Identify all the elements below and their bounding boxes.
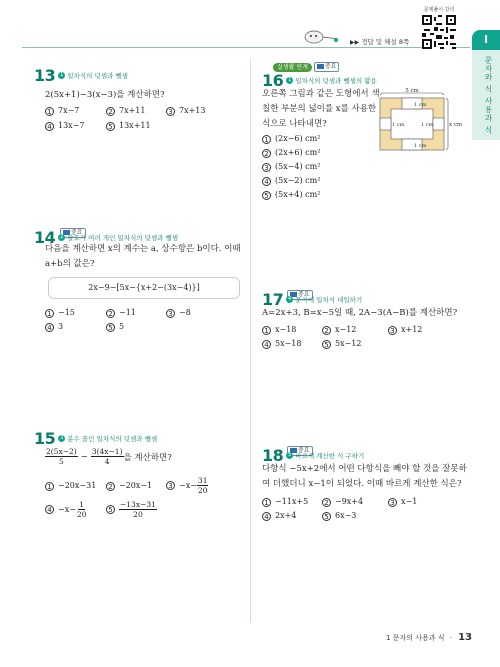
column-divider	[250, 58, 251, 623]
option-5[interactable]: 5 $\frac{-13x-31}{20}$	[106, 500, 157, 519]
option-5[interactable]: 5 5	[106, 322, 124, 332]
option-3[interactable]: 3 x−1	[388, 497, 417, 507]
problem-number: 17	[262, 290, 284, 309]
option-4[interactable]: 4 2x+4	[262, 511, 296, 521]
label-one-top: 1 cm	[414, 102, 427, 108]
label-one-left: 1 cm	[392, 122, 405, 128]
problem-18-question-line2: 여 더했더니 x−1이 되었다. 이때 바르게 계산한 식은?	[262, 479, 462, 489]
option-2[interactable]: 2 (2x+6) cm²	[262, 148, 320, 158]
problem-16-question-line2: 칠한 부분의 넓이를 x를 사용한	[262, 104, 377, 114]
page-number: 13	[458, 632, 473, 643]
option-3[interactable]: 3 −x− $\frac{31}{20}$	[166, 476, 208, 495]
problem-tag: 5 바르게 계산한 식 구하기	[288, 452, 365, 460]
label-top: 5 cm	[405, 88, 419, 94]
option-2[interactable]: 2 −9x+4	[322, 497, 363, 507]
problem-18-question-line1: 다항식 −5x+2에서 어떤 다항식을 빼야 할 것을 잘못하	[262, 464, 467, 474]
problem-tag: 4 문자에 일차식 대입하기	[288, 296, 363, 304]
option-5[interactable]: 5 5x−12	[322, 339, 361, 349]
problem-number: 15	[34, 429, 56, 448]
option-2[interactable]: 2 −11	[106, 308, 136, 318]
chapter-title: 1 문자의 사용과 식	[386, 634, 445, 642]
problem-14-question-line2: a+b의 값은?	[45, 259, 95, 269]
option-2[interactable]: 2 x−12	[322, 325, 356, 335]
problem-number: 16	[262, 71, 284, 90]
problem-number: 14	[34, 228, 56, 247]
option-4[interactable]: 4 5x−18	[262, 339, 301, 349]
option-1[interactable]: 1 −15	[45, 308, 75, 318]
option-4[interactable]: 4 −x− $\frac{1}{20}$	[45, 500, 87, 519]
problem-tag: 3 분수 꼴인 일차식의 덧셈과 뺄셈	[60, 435, 158, 443]
option-5[interactable]: 5 (5x+4) cm²	[262, 190, 320, 200]
problem-tag: 1 일차식의 덧셈과 뺄셈	[60, 72, 128, 80]
problem-16-question-line1: 오른쪽 그림과 같은 도형에서 색	[262, 89, 380, 99]
label-one-bottom: 1 cm	[414, 143, 427, 149]
label-right: x cm	[449, 122, 462, 128]
header-rule	[22, 47, 470, 48]
problem-17-question: A=2x+3, B=x−5일 때, 2A−3(A−B)를 계산하면?	[262, 308, 458, 318]
answer-link[interactable]: ▶▶ 정답 및 해설 8쪽	[350, 38, 410, 46]
problem-14-question-line1: 다음을 계산하면 x의 계수는 a, 상수항은 b이다. 이때	[45, 244, 241, 254]
fraction-2: $\frac{3(4x-1)}{4}$	[91, 447, 123, 466]
problem-number: 18	[262, 446, 284, 465]
option-5[interactable]: 5 13x+11	[106, 121, 151, 131]
chapter-tab-label: 문자와 식 사용과 식	[484, 56, 493, 135]
option-4[interactable]: 4 13x−7	[45, 121, 84, 131]
option-1[interactable]: 1 −20x−31	[45, 481, 96, 491]
qr-code-icon	[422, 15, 456, 49]
page-footer: 1 문자의 사용과 식 · 13	[386, 632, 473, 643]
problem-17-badge: 중요	[287, 281, 313, 300]
problem-tag: 1 일차식의 덧셈과 뺄셈의 활용	[288, 77, 377, 85]
option-5[interactable]: 5 6x−3	[322, 511, 356, 521]
option-3[interactable]: 3 x+12	[388, 325, 422, 335]
problem-18-badge: 중요	[287, 437, 313, 456]
fraction-1: $\frac{2(5x-2)}{5}$	[46, 447, 77, 466]
shaded-frame-figure	[372, 88, 462, 156]
problem-15-question: $\frac{2(5x-2)}{5}$ − $\frac{3(4x-1)}{4}$ 을 계산하면?	[46, 447, 172, 466]
option-1[interactable]: 1 x−18	[262, 325, 296, 335]
option-2[interactable]: 2 7x+11	[106, 106, 145, 116]
option-3[interactable]: 3 (5x−4) cm²	[262, 162, 320, 172]
problem-14-badge: 중요	[60, 219, 86, 238]
option-4[interactable]: 4 (5x−2) cm²	[262, 176, 320, 186]
option-3[interactable]: 3 7x+13	[166, 106, 205, 116]
arrow-right-icon: ▶▶	[350, 39, 360, 46]
problem-15	[34, 429, 157, 448]
option-1[interactable]: 1 (2x−6) cm²	[262, 134, 320, 144]
mascot-icon	[300, 27, 340, 45]
qr-label: 문제풀이 강의	[423, 7, 455, 13]
chapter-tab-number: I	[472, 30, 500, 50]
problem-tag: 2 괄호가 여러 개인 일차식의 덧셈과 뺄셈	[60, 234, 179, 242]
problem-16-question-line3: 식으로 나타내면?	[262, 119, 327, 129]
expression-box: 2x−9−[5x−{x+2−(3x−4)}]	[48, 277, 240, 299]
option-4[interactable]: 4 3	[45, 322, 63, 332]
label-one-right: 1 cm	[421, 122, 434, 128]
option-3[interactable]: 3 −8	[166, 308, 191, 318]
problem-16-badges: 실생활 연계 중요	[273, 62, 339, 72]
problem-number: 13	[34, 66, 56, 85]
option-1[interactable]: 1 −11x+5	[262, 497, 308, 507]
option-2[interactable]: 2 −20x−1	[106, 481, 152, 491]
problem-13	[34, 66, 128, 85]
problem-13-question: 2(5x+1)−3(x−3)을 계산하면?	[45, 90, 165, 100]
option-1[interactable]: 1 7x−7	[45, 106, 79, 116]
qr-block[interactable]	[420, 6, 458, 53]
